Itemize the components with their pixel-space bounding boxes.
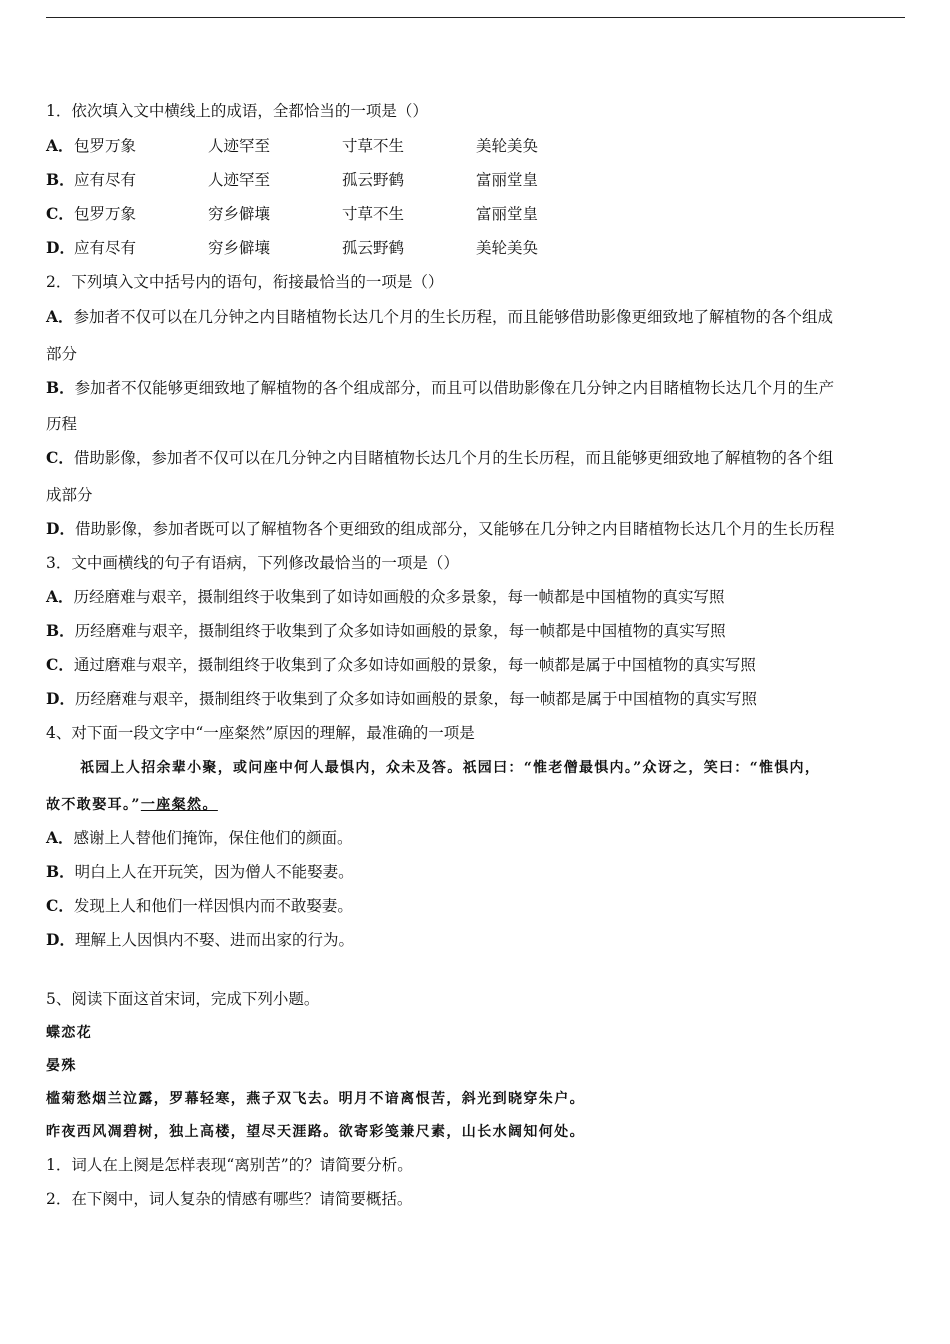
option-label: B．: [46, 862, 75, 881]
q4-option-b: [46, 862, 354, 882]
option-text: 借助影像，参加者不仅可以在几分钟之内目睹植物长达几个月的生长历程，而且能够更细致地了解植物的各个组: [73, 449, 834, 467]
q5-sub-question-1: 1．词人在上阕是怎样表现“离别苦”的？请简要分析。: [46, 1156, 413, 1174]
option-text: 参加者不仅可以在几分钟之内目睹植物长达几个月的生长历程，而且能够借助影像更细致地了解植物的各个组成: [73, 308, 834, 326]
option-label: D．: [46, 930, 75, 949]
option-text: 参加者不仅能够更细致地了解植物的各个组成部分，而且可以借助影像在几分钟之内目睹植物长达几个月的生产: [74, 379, 835, 397]
option-label: A．: [46, 136, 74, 155]
option-item: 包罗万象: [74, 205, 137, 223]
option-label: B．: [46, 170, 75, 189]
option-label: C．: [46, 448, 74, 467]
poem-verse-2: 昨夜西风凋碧树，独上高楼，望尽天涯路。欲寄彩笺兼尺素，山长水阔知何处。: [46, 1124, 585, 1140]
q4-stem: 4、对下面一段文字中“一座粲然”原因的理解，最准确的一项是: [46, 724, 475, 742]
q2-option-a-cont: 部分: [46, 345, 78, 363]
poem-author: 晏殊: [46, 1058, 77, 1074]
q5-sub-question-2: 2．在下阕中，词人复杂的情感有哪些？请简要概括。: [46, 1190, 413, 1208]
option-item: 穷乡僻壤: [208, 239, 271, 257]
option-item: 穷乡僻壤: [208, 205, 271, 223]
q2-option-c-cont: 成部分: [46, 486, 93, 504]
option-label: A．: [46, 828, 74, 847]
option-item: 包罗万象: [74, 137, 137, 155]
q4-option-a: [46, 828, 353, 848]
option-text: 历经磨难与艰辛，摄制组终于收集到了如诗如画般的众多景象，每一帧都是中国植物的真实写照: [73, 588, 725, 606]
option-label: A．: [46, 307, 74, 326]
option-label: D．: [46, 689, 75, 708]
q2-option-b: [46, 378, 834, 398]
option-item: 人迹罕至: [208, 137, 271, 155]
q3-option-a: [46, 587, 725, 607]
option-item: 应有尽有: [74, 239, 137, 257]
option-text: 借助影像，参加者既可以了解植物各个更细致的组成部分，又能够在几分钟之内目睹植物长达几个月的生长历程: [74, 520, 835, 538]
option-item: 美轮美奂: [476, 137, 539, 155]
underlined-phrase: 一座粲然。: [140, 797, 218, 813]
option-item: 富丽堂皇: [476, 205, 539, 223]
poem-title: 蝶恋花: [46, 1025, 93, 1041]
q5-stem: 5、阅读下面这首宋词，完成下列小题。: [46, 990, 320, 1008]
q3-option-b: [46, 621, 726, 641]
option-item: 孤云野鹤: [342, 171, 405, 189]
option-text: 理解上人因惧内不娶、进而出家的行为。: [74, 931, 354, 949]
q2-stem: 2．下列填入文中括号内的语句，衔接最恰当的一项是（）: [46, 273, 444, 291]
option-label: B．: [46, 378, 75, 397]
q4-option-d: [46, 930, 354, 950]
option-text: 感谢上人替他们掩饰，保住他们的颜面。: [73, 829, 353, 847]
option-item: 应有尽有: [74, 171, 137, 189]
q2-option-c: [46, 448, 833, 468]
passage-text: 故不敢娶耳。”: [46, 797, 141, 813]
option-text: 历经磨难与艰辛，摄制组终于收集到了众多如诗如画般的景象，每一帧都是属于中国植物的真实写照: [74, 690, 757, 708]
option-item: 孤云野鹤: [342, 239, 405, 257]
option-item: 富丽堂皇: [476, 171, 539, 189]
option-text: 历经磨难与艰辛，摄制组终于收集到了众多如诗如画般的景象，每一帧都是中国植物的真实写照: [74, 622, 726, 640]
q2-option-d: [46, 519, 834, 539]
q4-passage-line1: 祇园上人招余辈小聚，或问座中何人最惧内，众未及答。祇园曰：“惟老僧最惧内。”众讶之，笑曰：“惟惧内，: [80, 760, 821, 776]
option-item: 寸草不生: [342, 205, 405, 223]
option-label: D．: [46, 519, 75, 538]
q4-option-c: [46, 896, 353, 916]
option-label: C．: [46, 204, 74, 223]
option-label: A．: [46, 587, 74, 606]
q1-stem: 1．依次填入文中横线上的成语，全都恰当的一项是（）: [46, 102, 428, 120]
option-label: D．: [46, 238, 75, 257]
q3-option-d: [46, 689, 757, 709]
option-label: C．: [46, 655, 74, 674]
poem-verse-1: 槛菊愁烟兰泣露，罗幕轻寒，燕子双飞去。明月不谙离恨苦，斜光到晓穿朱户。: [46, 1091, 585, 1107]
option-item: 寸草不生: [342, 137, 405, 155]
option-item: 人迹罕至: [208, 171, 271, 189]
option-text: 通过磨难与艰辛，摄制组终于收集到了众多如诗如画般的景象，每一帧都是属于中国植物的真实写照: [73, 656, 756, 674]
option-label: B．: [46, 621, 75, 640]
q3-stem: 3．文中画横线的句子有语病，下列修改最恰当的一项是（）: [46, 554, 459, 572]
option-item: 美轮美奂: [476, 239, 539, 257]
option-label: C．: [46, 896, 74, 915]
q2-option-a: [46, 307, 833, 327]
q2-option-b-cont: 历程: [46, 415, 78, 433]
q3-option-c: [46, 655, 756, 675]
q4-passage-line2: [46, 795, 218, 815]
option-text: 明白上人在开玩笑，因为僧人不能娶妻。: [74, 863, 354, 881]
option-text: 发现上人和他们一样因惧内而不敢娶妻。: [73, 897, 353, 915]
header-rule: [46, 17, 905, 18]
